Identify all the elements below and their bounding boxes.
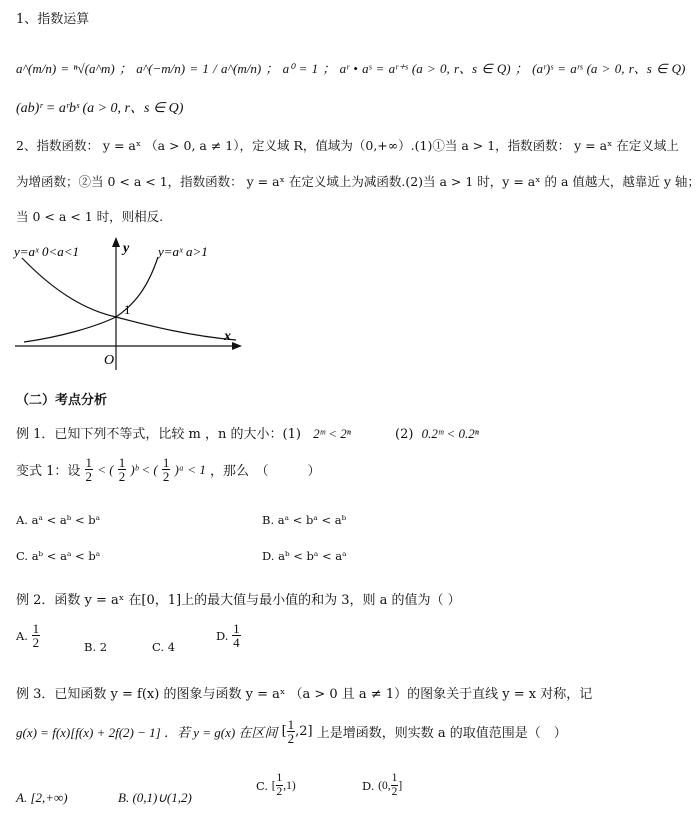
fraction-denominator: 2 [391, 786, 398, 798]
fraction-numerator: 1 [391, 772, 398, 784]
section-2-line-3: 当 0 < a < 1 时，则相反. [16, 209, 164, 224]
option-label: D. [362, 778, 375, 793]
fraction-denominator: 4 [233, 635, 240, 650]
fraction-half [391, 772, 399, 799]
curve-decreasing [22, 258, 236, 340]
fraction-denominator: 2 [162, 469, 170, 484]
y-axis-label: y [123, 241, 130, 256]
example-3-question: 上是增函数，则实数 a 的取值范围是（ ） [316, 726, 567, 741]
exponential-graph [10, 232, 250, 372]
example-1 [16, 423, 479, 442]
option-label: A. [16, 628, 28, 643]
example-1-part-2: 0.2ᵐ < 0.2ⁿ [421, 426, 479, 441]
variant-1-prefix: 变式 1：设 [16, 464, 81, 479]
option-label: C. [256, 778, 269, 793]
origin-label: O [104, 353, 115, 368]
example-3-option-a[interactable]: A. [2,+∞) [16, 790, 68, 805]
fraction-denominator: 2 [287, 731, 295, 746]
variant-1-option-c[interactable]: C. aᵇ < aᵃ < bᵃ [16, 549, 101, 563]
fraction-half [85, 456, 94, 483]
formula-row-1 [16, 58, 685, 77]
intercept-label: 1 [124, 302, 131, 317]
separator: ； [514, 61, 528, 76]
interval-close: ,1) [283, 779, 296, 792]
y-axis-arrow-icon [112, 237, 120, 247]
fraction-half [118, 456, 127, 483]
variant-1 [16, 456, 320, 483]
analysis-section-title: （二）考点分析 [16, 393, 108, 408]
graph-label-left: y=aˣ 0<a<1 [14, 244, 80, 259]
interval-close: ] [398, 779, 403, 792]
fraction-denominator: 2 [276, 786, 283, 798]
fraction-numerator: 1 [32, 621, 40, 636]
formula-row-2: (ab)ʳ = aʳbˢ (a > 0, r、s ∈ Q) [16, 101, 184, 116]
example-3-line-1: 例 3．已知函数 y = f(x) 的图象与函数 y = aˣ （a > 0 且 a ≠ 1）的图象关于直线 y = x 对称，记 [16, 687, 593, 702]
fraction-numerator: 1 [162, 455, 170, 470]
fraction-half [32, 622, 41, 649]
separator: ； [322, 61, 336, 76]
fraction-numerator: 1 [233, 621, 240, 636]
option-label: D. [216, 628, 229, 643]
separator: ； [118, 61, 132, 76]
section-2-line-1: 2、指数函数： y = aˣ （a > 0, a ≠ 1），定义域 R，值域为（0,+∞）.(1)①当 a > 1，指数函数： y = aˣ 在定义域上 [16, 138, 679, 153]
example-2-text: 例 2．函数 y = aˣ 在[0，1]上的最大值与最小值的和为 3，则 a 的值为（ ） [16, 593, 461, 608]
interval-open: (0, [378, 779, 391, 792]
variant-1-expr-c: )ᵃ < 1 [174, 461, 206, 477]
fraction-quarter [232, 622, 241, 649]
fraction-numerator: 1 [85, 455, 93, 470]
formula-root: a^(m/n) = ⁿ√(a^m) [16, 61, 115, 76]
graph-label-right: y=aˣ a>1 [158, 244, 208, 259]
fraction-half [276, 772, 284, 799]
formula-zero-exponent: a⁰ = 1 [282, 61, 319, 76]
variant-1-suffix: ，那么 （ ） [209, 464, 321, 479]
variant-1-option-a[interactable]: A. aᵃ < aᵇ < bᵃ [16, 513, 101, 527]
example-1-text: 例 1．已知下列不等式，比较 m ，n 的大小：(1) [16, 427, 301, 442]
example-3-option-b[interactable]: B. (0,1)∪(1,2) [118, 790, 192, 805]
section-1-title: 1、指数运算 [16, 12, 90, 27]
example-2-option-a[interactable] [16, 622, 40, 649]
fraction-numerator: 1 [118, 455, 126, 470]
formula-product: aʳ • aˢ = aʳ⁺ˢ (a > 0, r、s ∈ Q) [339, 61, 511, 76]
x-axis-arrow-icon [232, 342, 242, 350]
curve-increasing [24, 257, 158, 342]
fraction-denominator: 2 [85, 469, 93, 484]
separator: ； [265, 61, 279, 76]
example-3-line-2 [16, 718, 567, 745]
variant-1-option-b[interactable]: B. aᵃ < bᵃ < aᵇ [262, 513, 347, 527]
example-3-option-d[interactable] [362, 772, 402, 799]
fraction-half [287, 718, 296, 745]
variant-1-expr-a: < ( [97, 461, 114, 477]
formula-negative-exponent: a^(−m/n) = 1 / a^(m/n) [136, 61, 262, 76]
section-2-line-2: 为增函数；②当 0 < a < 1，指数函数： y = aˣ 在定义域上为减函数.(2)当 a > 1 时，y = aˣ 的 a 值越大，越靠近 y 轴； [16, 174, 700, 189]
x-axis-label: x [224, 329, 231, 344]
example-1-part-2-label: (2) [395, 427, 414, 442]
example-2-option-d[interactable] [216, 622, 241, 649]
interval-open: [ [281, 724, 287, 739]
example-2-option-b[interactable]: B. 2 [84, 640, 108, 654]
interval-open: [ [271, 779, 276, 792]
interval-close: ,2] [295, 724, 313, 739]
fraction-denominator: 2 [118, 469, 126, 484]
example-2-option-c[interactable]: C. 4 [152, 640, 176, 654]
example-3-option-c[interactable] [256, 772, 296, 799]
variant-1-expr-b: )ᵇ < ( [130, 461, 158, 477]
fraction-denominator: 2 [32, 635, 40, 650]
variant-1-option-d[interactable]: D. aᵇ < bᵃ < aᵃ [262, 549, 347, 563]
formula-power: (aʳ)ˢ = aʳˢ (a > 0, r、s ∈ Q) [532, 61, 686, 76]
example-3-formula: g(x) = f(x)[f(x) + 2f(2) − 1] ．若 y = g(x) 在区间 [16, 725, 278, 740]
fraction-half [162, 456, 171, 483]
fraction-numerator: 1 [276, 772, 283, 784]
fraction-numerator: 1 [287, 717, 295, 732]
example-1-part-1: 2ᵐ < 2ⁿ [313, 426, 351, 441]
